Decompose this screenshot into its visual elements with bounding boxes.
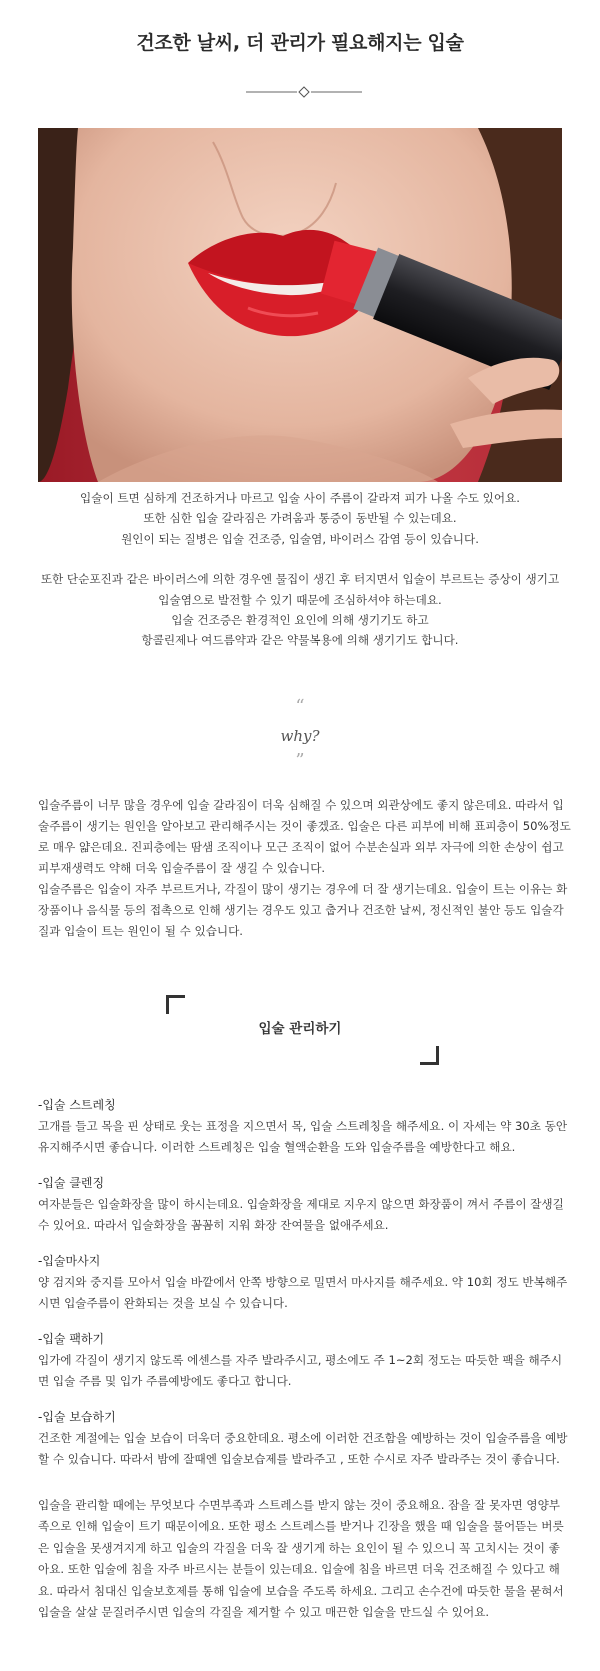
closing-line: 족으로 인해 입술이 트기 때문이에요. 또한 평소 스트레스를 받거나 긴장을 했을 때 입술을 물어뜯는 버릇 — [38, 1519, 564, 1534]
tip-line: 입가에 각질이 생기지 않도록 에센스를 자주 발라주시고, 평소에도 주 1~2회 정도는 따듯한 팩을 해주시 — [38, 1353, 563, 1367]
open-quote-icon: “ — [295, 696, 305, 717]
tip-line: 고개를 들고 목을 핀 상태로 웃는 표정을 지으면서 목, 입술 스트레칭을 해주세요. 이 자세는 약 30초 동안 — [38, 1119, 568, 1133]
intro-line: 입술 건조증은 환경적인 요인에 의해 생기기도 하고 — [171, 613, 429, 628]
intro-line: 입술염으로 발전할 수 있기 때문에 조심하셔야 하는데요. — [158, 592, 442, 607]
tip-line: 여자분들은 입술화장을 많이 하시는데요. 입술화장을 제대로 지우지 않으면 화장품이 껴서 주름이 잘생길 — [38, 1197, 564, 1211]
intro-line: 항콜린제나 여드름약과 같은 약물복용에 의해 생기기도 합니다. — [141, 633, 459, 648]
title-divider — [246, 86, 362, 98]
why-line: 입술주름은 입술이 자주 부르트거나, 각질이 많이 생기는 경우에 더 잘 생기는데요. 입술이 트는 이유는 화 — [38, 882, 568, 896]
bracket-bottom-right-icon — [420, 1046, 439, 1065]
bracket-top-left-icon — [166, 995, 185, 1014]
tip-line: 수 있어요. 따라서 입술화장을 꼼꼼히 지워 화장 잔여물을 없애주세요. — [38, 1218, 389, 1232]
intro-text — [20, 488, 580, 651]
why-line: 질과 입술이 트는 원인이 될 수 있습니다. — [38, 924, 243, 938]
tip-pack — [38, 1329, 568, 1392]
closing-line: 입술을 살살 문질러주시면 입술의 각질을 제거할 수 있고 매끈한 입술을 만드실 수 있어요. — [38, 1605, 490, 1620]
why-line: 피부재생력도 약해 더욱 입술주름이 잘 생길 수 있습니다. — [38, 861, 326, 875]
tip-heading: -입술 보습하기 — [38, 1410, 116, 1424]
intro-line: 입술이 트면 심하게 건조하거나 마르고 입술 사이 주름이 갈라져 피가 나올 수도 있어요. — [80, 491, 520, 505]
why-line: 입술주름이 너무 많을 경우에 입술 갈라짐이 더욱 심해질 수 있으며 외관상에도 좋지 않은데요. 따라서 입 — [38, 798, 564, 812]
closing-line: 아요. 또한 입술에 침을 자주 바르시는 분들이 있는데요. 입술에 침을 바르면 더욱 건조해질 수 있다고 해 — [38, 1562, 560, 1577]
tip-cleansing — [38, 1173, 568, 1236]
why-line: 술주름이 생기는 원인을 알아보고 관리해주시는 것이 좋겠죠. 입술은 다른 피부에 비해 표피층이 50%정도 — [38, 819, 571, 833]
closing-line: 요. 따라서 침대신 입술보호제를 통해 입술에 보습을 주도록 하세요. 그리고 손수건에 따듯한 물을 묻혀서 — [38, 1583, 564, 1598]
tip-line: 유지해주시면 좋습니다. 이러한 스트레칭은 입술 혈액순환을 도와 입술주름을 예방한다고 해요. — [38, 1140, 516, 1154]
why-body-text — [38, 795, 571, 942]
intro-line: 또한 단순포진과 같은 바이러스에 의한 경우엔 물집이 생긴 후 터지면서 입술이 부르트는 증상이 생기고 — [40, 572, 560, 587]
closing-line: 입술을 관리할 때에는 무엇보다 수면부족과 스트레스를 받지 않는 것이 중요해요. 잠을 잘 못자면 영양부 — [38, 1498, 560, 1512]
lipstick-photo — [38, 128, 562, 482]
closing-text — [38, 1495, 568, 1623]
tip-heading: -입술마사지 — [38, 1254, 101, 1268]
tip-line: 양 검지와 중지를 모아서 입술 바깥에서 안쪽 방향으로 밀면서 마사지를 해주세요. 약 10회 정도 반복해주 — [38, 1275, 568, 1289]
tip-line: 시면 입술주름이 완화되는 것을 보실 수 있습니다. — [38, 1296, 288, 1310]
intro-line: 또한 심한 입술 갈라짐은 가려움과 통증이 동반될 수 있는데요. — [143, 511, 457, 526]
section-title: 입술 관리하기 — [258, 1021, 342, 1037]
tip-stretching — [38, 1095, 568, 1158]
closing-line: 은 입술을 못생겨지게 하고 입술의 각질을 더욱 잘 생기게 하는 요인이 될 수 있으니 꼭 고치시는 것이 좋 — [38, 1540, 560, 1555]
intro-line: 원인이 되는 질병은 입술 건조증, 입술염, 바이러스 감염 등이 있습니다. — [121, 531, 479, 546]
tip-heading: -입술 클렌징 — [38, 1176, 105, 1190]
why-label: why? — [280, 727, 320, 745]
tip-heading: -입술 팩하기 — [38, 1332, 105, 1346]
tip-moisturizing — [38, 1407, 568, 1470]
tip-massage — [38, 1251, 568, 1314]
tip-line: 건조한 계절에는 입술 보습이 더욱더 중요한데요. 평소에 이러한 건조함을 예방하는 것이 입술주름을 예방 — [38, 1431, 568, 1445]
page-title: 건조한 날씨, 더 관리가 필요해지는 입술 — [136, 32, 464, 54]
close-quote-icon: ” — [295, 750, 305, 771]
tip-heading: -입술 스트레칭 — [38, 1098, 116, 1112]
tip-line: 할 수 있습니다. 따라서 밤에 잘때엔 입술보습제를 발라주고 , 또한 수시로 자주 발라주는 것이 좋습니다. — [38, 1452, 560, 1466]
why-line: 장품이나 음식물 등의 접촉으로 인해 생기는 경우도 있고 춥거나 건조한 날씨, 정신적인 불안 등도 입술각 — [38, 903, 564, 917]
tip-line: 면 입술 주름 및 입가 주름예방에도 좋다고 합니다. — [38, 1374, 292, 1388]
why-line: 로 매우 얇은데요. 진피층에는 땀샘 조직이나 모근 조직이 없어 수분손실과 외부 자극에 의한 손상이 쉽고 — [38, 840, 564, 854]
